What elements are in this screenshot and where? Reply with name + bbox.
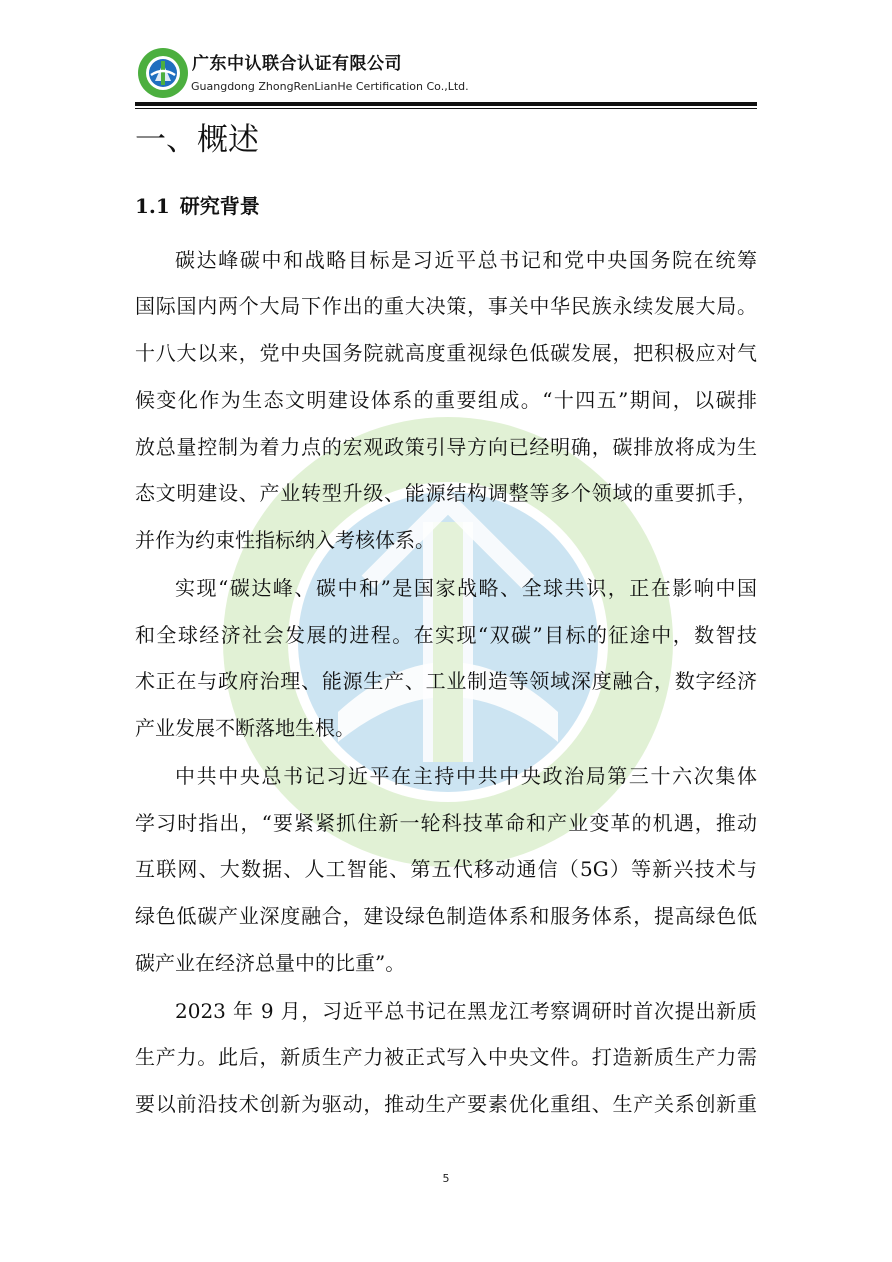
paragraph-line: 和全球经济社会发展的进程。在实现“双碳”目标的征途中，数智技 (135, 623, 757, 647)
paragraph-line: 要以前沿技术创新为驱动，推动生产要素优化重组、生产关系创新重 (135, 1092, 757, 1116)
header-rule-thick (135, 102, 757, 106)
paragraph-line: 态文明建设、产业转型升级、能源结构调整等多个领域的重要抓手， (135, 481, 757, 505)
paragraph-line: 学习时指出，“要紧紧抓住新一轮科技革命和产业变革的机遇，推动 (135, 811, 757, 835)
paragraph-line: 互联网、大数据、人工智能、第五代移动通信（5G）等新兴技术与 (135, 857, 757, 881)
header-rule-thin (135, 108, 757, 109)
section-number: 1.1 (135, 194, 170, 218)
paragraph-line: 候变化作为生态文明建设体系的重要组成。“十四五”期间，以碳排 (135, 388, 757, 412)
section-title (135, 190, 260, 219)
paragraph-line: 术正在与政府治理、能源生产、工业制造等领域深度融合，数字经济 (135, 669, 757, 693)
chapter-title: 一、概述 (135, 122, 259, 158)
paragraph-line: 十八大以来，党中央国务院就高度重视绿色低碳发展，把积极应对气 (135, 341, 757, 365)
paragraph-line: 绿色低碳产业深度融合，建设绿色制造体系和服务体系，提高绿色低 (135, 904, 757, 928)
paragraph-line: 碳达峰碳中和战略目标是习近平总书记和党中央国务院在统筹 (175, 248, 757, 272)
company-logo-icon (137, 47, 189, 99)
paragraph-line: 2023 年 9 月，习近平总书记在黑龙江考察调研时首次提出新质 (175, 999, 757, 1023)
paragraph-line: 并作为约束性指标纳入考核体系。 (135, 528, 435, 552)
paragraph-line: 实现“碳达峰、碳中和”是国家战略、全球共识，正在影响中国 (175, 576, 757, 600)
company-name-en: Guangdong ZhongRenLianHe Certification Co.,Ltd. (191, 80, 469, 93)
page-number: 5 (442, 1172, 450, 1185)
paragraph-line: 碳产业在经济总量中的比重”。 (135, 951, 406, 975)
paragraph-line: 国际国内两个大局下作出的重大决策，事关中华民族永续发展大局。 (135, 294, 757, 318)
section-title-text: 研究背景 (179, 194, 260, 218)
company-name-cn: 广东中认联合认证有限公司 (192, 54, 402, 74)
paragraph-line: 生产力。此后，新质生产力被正式写入中央文件。打造新质生产力需 (135, 1045, 757, 1069)
paragraph-line: 放总量控制为着力点的宏观政策引导方向已经明确，碳排放将成为生 (135, 435, 757, 459)
paragraph-line: 产业发展不断落地生根。 (135, 716, 355, 740)
page-header (135, 42, 757, 108)
paragraph-line: 中共中央总书记习近平在主持中共中央政治局第三十六次集体 (175, 764, 757, 788)
